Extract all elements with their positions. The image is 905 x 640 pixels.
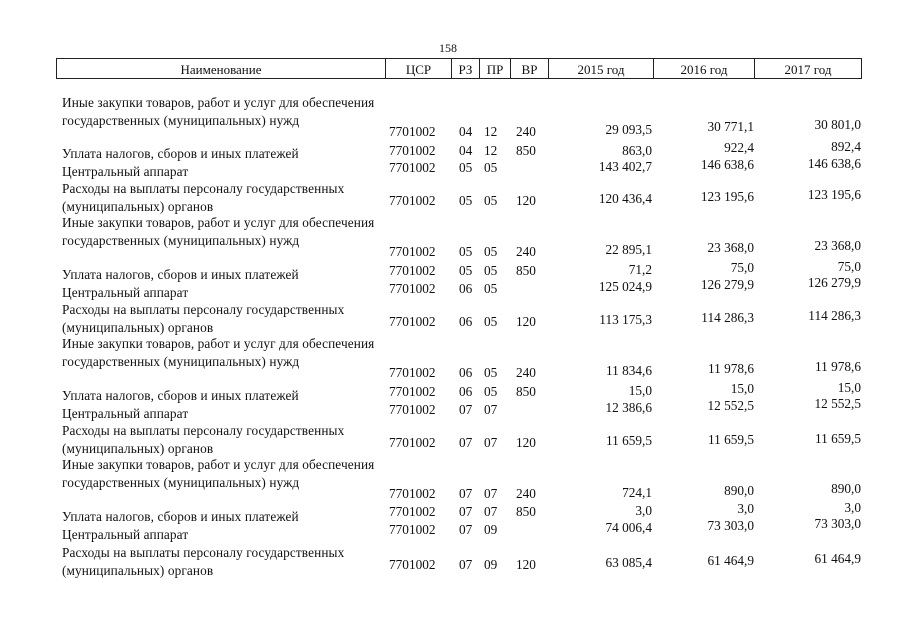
row-name: Уплата налогов, сборов и иных платежей xyxy=(62,267,299,282)
row-name: Центральный аппарат xyxy=(62,164,189,179)
row-pr: 05 xyxy=(484,263,498,278)
row-rz: 07 xyxy=(459,402,473,417)
row-rz: 06 xyxy=(459,384,473,399)
row-pr: 05 xyxy=(484,193,498,208)
row-csr: 7701002 xyxy=(389,486,436,501)
row-value-2017: 890,0 xyxy=(831,481,861,496)
row-vr: 240 xyxy=(516,486,536,501)
row-name: Расходы на выплаты персоналу государственных (муниципальных) органов xyxy=(62,545,345,578)
row-value-2017: 123 195,6 xyxy=(807,187,861,202)
row-value-2017: 73 303,0 xyxy=(814,516,861,531)
row-vr: 120 xyxy=(516,435,536,450)
row-value-2017: 11 659,5 xyxy=(814,431,861,446)
row-csr: 7701002 xyxy=(389,124,436,139)
row-value-2017: 61 464,9 xyxy=(814,551,861,566)
page-number: 158 xyxy=(439,41,457,55)
row-value-2017: 11 978,6 xyxy=(814,359,861,374)
row-value-2016: 12 552,5 xyxy=(707,398,754,413)
header-top-border xyxy=(56,58,862,59)
row-value-2016: 123 195,6 xyxy=(700,189,754,204)
row-csr: 7701002 xyxy=(389,522,436,537)
row-value-2017: 75,0 xyxy=(837,259,861,274)
row-name: Центральный аппарат xyxy=(62,527,189,542)
row-name: Расходы на выплаты персоналу государственных (муниципальных) органов xyxy=(62,423,345,456)
row-csr: 7701002 xyxy=(389,281,436,296)
header-vr: ВР xyxy=(521,62,538,77)
header-2016: 2016 год xyxy=(680,62,728,77)
row-value-2016: 75,0 xyxy=(730,260,754,275)
row-value-2016: 61 464,9 xyxy=(707,553,754,568)
row-value-2016: 922,4 xyxy=(724,140,754,155)
row-vr: 120 xyxy=(516,193,536,208)
row-value-2017: 15,0 xyxy=(837,380,861,395)
row-value-2016: 15,0 xyxy=(730,381,754,396)
row-csr: 7701002 xyxy=(389,193,436,208)
row-vr: 850 xyxy=(516,143,536,158)
row-value-2015: 15,0 xyxy=(628,383,652,398)
row-rz: 04 xyxy=(459,124,473,139)
row-pr: 09 xyxy=(484,557,498,572)
row-value-2015: 125 024,9 xyxy=(598,279,652,294)
row-vr: 850 xyxy=(516,263,536,278)
row-name: Иные закупки товаров, работ и услуг для обеспечения государственных (муниципальных) нужд xyxy=(62,95,375,128)
row-pr: 05 xyxy=(484,244,498,259)
row-name: Иные закупки товаров, работ и услуг для обеспечения государственных (муниципальных) нужд xyxy=(62,336,375,369)
row-pr: 05 xyxy=(484,384,498,399)
row-value-2017: 3,0 xyxy=(844,500,861,515)
row-rz: 07 xyxy=(459,486,473,501)
row-value-2015: 29 093,5 xyxy=(605,122,652,137)
row-rz: 05 xyxy=(459,193,473,208)
row-name: Расходы на выплаты персоналу государственных (муниципальных) органов xyxy=(62,302,345,335)
row-value-2015: 143 402,7 xyxy=(598,159,652,174)
row-pr: 05 xyxy=(484,365,498,380)
row-csr: 7701002 xyxy=(389,244,436,259)
row-vr: 240 xyxy=(516,124,536,139)
header-bottom-border xyxy=(56,78,862,79)
header-divider xyxy=(861,58,862,79)
row-vr: 850 xyxy=(516,504,536,519)
row-name: Уплата налогов, сборов и иных платежей xyxy=(62,388,299,403)
row-value-2015: 3,0 xyxy=(635,503,652,518)
row-value-2016: 23 368,0 xyxy=(707,240,754,255)
header-2017: 2017 год xyxy=(784,62,832,77)
row-vr: 120 xyxy=(516,314,536,329)
row-pr: 07 xyxy=(484,504,498,519)
row-value-2017: 146 638,6 xyxy=(807,156,861,171)
row-pr: 07 xyxy=(484,402,498,417)
row-vr: 240 xyxy=(516,365,536,380)
row-value-2016: 126 279,9 xyxy=(700,277,754,292)
row-vr: 240 xyxy=(516,244,536,259)
row-value-2015: 11 659,5 xyxy=(605,433,652,448)
row-value-2015: 22 895,1 xyxy=(605,242,652,257)
row-pr: 07 xyxy=(484,486,498,501)
header-rz: РЗ xyxy=(458,62,473,77)
row-value-2017: 30 801,0 xyxy=(814,117,861,132)
row-csr: 7701002 xyxy=(389,160,436,175)
row-vr: 850 xyxy=(516,384,536,399)
row-value-2015: 74 006,4 xyxy=(605,520,652,535)
row-value-2016: 890,0 xyxy=(724,483,754,498)
row-value-2015: 724,1 xyxy=(622,485,652,500)
row-rz: 07 xyxy=(459,522,473,537)
row-rz: 07 xyxy=(459,557,473,572)
row-value-2015: 120 436,4 xyxy=(598,191,652,206)
row-csr: 7701002 xyxy=(389,435,436,450)
row-pr: 07 xyxy=(484,435,498,450)
row-value-2017: 892,4 xyxy=(831,139,861,154)
row-pr: 05 xyxy=(484,281,498,296)
row-pr: 05 xyxy=(484,314,498,329)
header-pr: ПР xyxy=(486,62,504,77)
row-value-2017: 12 552,5 xyxy=(814,396,861,411)
row-value-2015: 113 175,3 xyxy=(599,312,652,327)
row-value-2015: 11 834,6 xyxy=(605,363,652,378)
row-csr: 7701002 xyxy=(389,384,436,399)
row-rz: 06 xyxy=(459,314,473,329)
row-rz: 06 xyxy=(459,281,473,296)
row-value-2015: 71,2 xyxy=(628,262,652,277)
row-name: Иные закупки товаров, работ и услуг для обеспечения государственных (муниципальных) нужд xyxy=(62,215,375,248)
row-value-2015: 863,0 xyxy=(622,143,652,158)
row-name: Уплата налогов, сборов и иных платежей xyxy=(62,509,299,524)
row-value-2016: 114 286,3 xyxy=(701,310,754,325)
row-name: Центральный аппарат xyxy=(62,285,189,300)
row-rz: 06 xyxy=(459,365,473,380)
row-csr: 7701002 xyxy=(389,314,436,329)
row-pr: 05 xyxy=(484,160,498,175)
row-rz: 07 xyxy=(459,435,473,450)
row-name: Уплата налогов, сборов и иных платежей xyxy=(62,146,299,161)
row-rz: 07 xyxy=(459,504,473,519)
row-rz: 05 xyxy=(459,244,473,259)
row-pr: 12 xyxy=(484,124,498,139)
header-name: Наименование xyxy=(180,62,262,77)
row-value-2017: 114 286,3 xyxy=(808,308,861,323)
row-value-2016: 11 659,5 xyxy=(707,432,754,447)
row-csr: 7701002 xyxy=(389,365,436,380)
row-name: Расходы на выплаты персоналу государственных (муниципальных) органов xyxy=(62,181,345,214)
header-csr: ЦСР xyxy=(405,62,432,77)
row-rz: 04 xyxy=(459,143,473,158)
row-value-2015: 12 386,6 xyxy=(605,400,652,415)
row-value-2016: 30 771,1 xyxy=(707,119,754,134)
row-value-2016: 73 303,0 xyxy=(707,518,754,533)
row-csr: 7701002 xyxy=(389,143,436,158)
row-csr: 7701002 xyxy=(389,504,436,519)
row-value-2016: 3,0 xyxy=(737,501,754,516)
row-rz: 05 xyxy=(459,160,473,175)
row-value-2015: 63 085,4 xyxy=(605,555,652,570)
row-value-2017: 126 279,9 xyxy=(807,275,861,290)
row-csr: 7701002 xyxy=(389,402,436,417)
row-value-2016: 146 638,6 xyxy=(700,157,754,172)
row-name: Центральный аппарат xyxy=(62,406,189,421)
row-rz: 05 xyxy=(459,263,473,278)
row-value-2016: 11 978,6 xyxy=(707,361,754,376)
row-value-2017: 23 368,0 xyxy=(814,238,861,253)
row-vr: 120 xyxy=(516,557,536,572)
row-pr: 12 xyxy=(484,143,498,158)
row-csr: 7701002 xyxy=(389,263,436,278)
row-name: Иные закупки товаров, работ и услуг для обеспечения государственных (муниципальных) нужд xyxy=(62,457,375,490)
header-2015: 2015 год xyxy=(577,62,625,77)
row-csr: 7701002 xyxy=(389,557,436,572)
row-pr: 09 xyxy=(484,522,498,537)
